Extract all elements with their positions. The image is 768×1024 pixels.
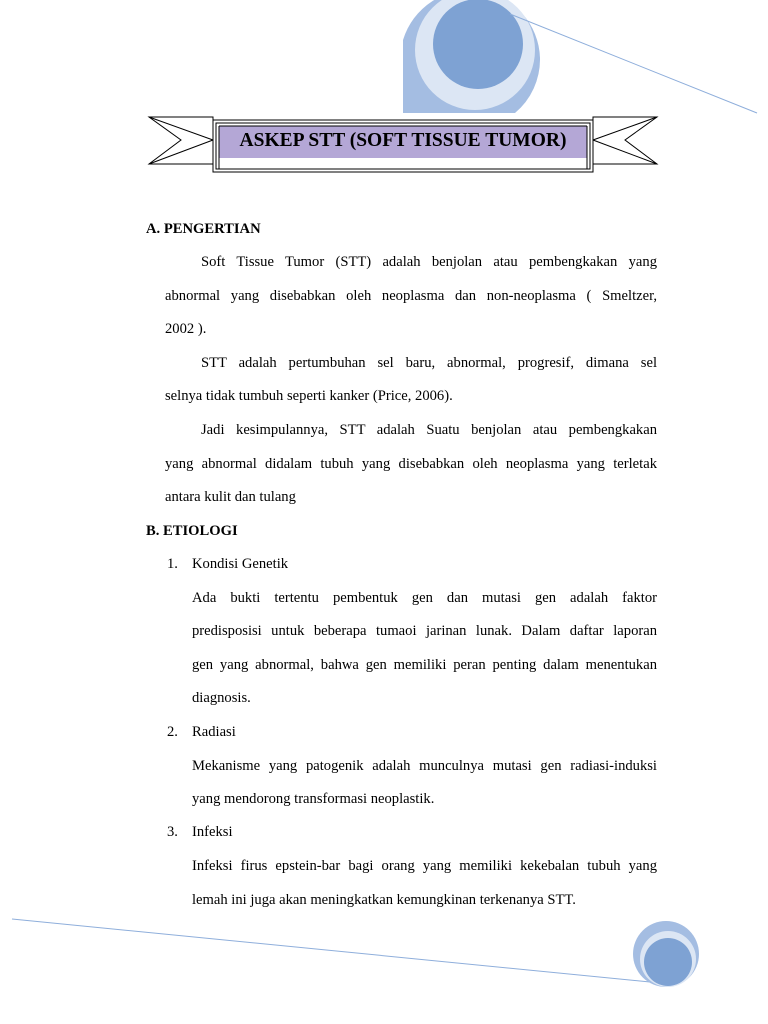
paragraph-line: selnya tidak tumbuh seperti kanker (Price, 2006).: [165, 388, 453, 404]
list-item-line: gen yang abnormal, bahwa gen memiliki peran penting dalam menentukan: [192, 657, 657, 673]
list-item-line: yang mendorong transformasi neoplastik.: [192, 791, 435, 807]
paragraph-line: yang abnormal didalam tubuh yang disebabkan oleh neoplasma yang terletak: [165, 456, 657, 472]
paragraph-line: Jadi kesimpulannya, STT adalah Suatu benjolan atau pembengkakan: [201, 422, 657, 438]
section-heading-etiologi: B. ETIOLOGI: [146, 523, 238, 539]
list-item-line: Ada bukti tertentu pembentuk gen dan mutasi gen adalah faktor: [192, 590, 657, 606]
list-item-number: 3.: [167, 824, 178, 840]
bottom-circle-decoration: [633, 921, 699, 987]
list-item-title: Radiasi: [192, 724, 236, 740]
list-item-line: Mekanisme yang patogenik adalah munculnya mutasi gen radiasi-induksi: [192, 758, 657, 774]
paragraph-line: antara kulit dan tulang: [165, 489, 296, 505]
paragraph-line: 2002 ).: [165, 321, 207, 337]
list-item-line: predisposisi untuk beberapa tumaoi jarinan lunak. Dalam daftar laporan: [192, 623, 657, 639]
paragraph-line: Soft Tissue Tumor (STT) adalah benjolan atau pembengkakan yang: [201, 254, 657, 270]
list-item-line: Infeksi firus epstein-bar bagi orang yang memiliki kekebalan tubuh yang: [192, 858, 657, 874]
top-accent-line: [510, 14, 757, 113]
paragraph-line: abnormal yang disebabkan oleh neoplasma dan non-neoplasma ( Smeltzer,: [165, 288, 657, 304]
top-circle-decoration: [403, 0, 540, 113]
bottom-accent-line: [12, 919, 660, 983]
list-item-number: 1.: [167, 556, 178, 572]
list-item-title: Kondisi Genetik: [192, 556, 289, 572]
list-item-line: lemah ini juga akan meningkatkan kemungkinan terkenanya STT.: [192, 892, 576, 908]
document-title: ASKEP STT (SOFT TISSUE TUMOR): [239, 130, 567, 151]
section-heading-pengertian: A. PENGERTIAN: [146, 221, 261, 237]
list-item-line: diagnosis.: [192, 690, 251, 706]
paragraph-line: STT adalah pertumbuhan sel baru, abnormal, progresif, dimana sel: [201, 355, 657, 371]
list-item-title: Infeksi: [192, 824, 233, 840]
list-item-number: 2.: [167, 724, 178, 740]
